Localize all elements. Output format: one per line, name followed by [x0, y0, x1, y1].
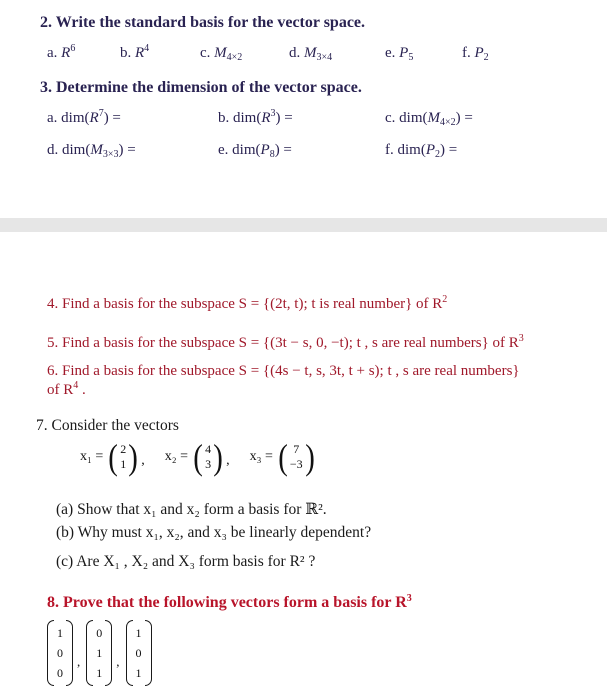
q3-item-c: c. $dim(M_{4\times 2})$ = [385, 110, 473, 128]
vector-entry: 3 [205, 457, 212, 471]
q2-option-e: e. $P_5$ [385, 45, 414, 63]
item-label: f. [385, 142, 398, 158]
vector-name: x₁ = [80, 449, 104, 464]
q7-vector-2: x₂ = ( 4 3 ) , [164, 437, 230, 477]
q2-option-d: d. $M_{3\times 4}$ [289, 45, 333, 63]
q8-vector-1: 1 0 0 , [47, 620, 86, 686]
item-label: e. [218, 142, 233, 158]
q2-option-c: c. $M_{4\times 2}$ [200, 45, 243, 63]
vector-entry: 1 [96, 666, 103, 680]
q2-option-b: b. $R^4$ [120, 43, 150, 61]
q8-heading: 8. Prove that the following vectors form a basis for $R^3$ [47, 593, 412, 611]
vector-entry: 4 [205, 442, 212, 456]
item-label: d. [47, 142, 62, 158]
vector-entry: 1 [135, 626, 142, 640]
item-label: d. [289, 45, 304, 61]
top-panel [0, 0, 607, 218]
q3-item-a: a. $dim(R^7)$ = [47, 108, 121, 126]
vector-entry: 7 [293, 442, 300, 456]
q7-part-b: (b) Why must x₁, x₂, and x₃ be linearly dependent? [56, 524, 372, 541]
bottom-panel [0, 232, 607, 700]
vector-entry: 1 [57, 626, 63, 640]
item-label: c. [385, 110, 400, 126]
vector-entry: 0 [57, 646, 63, 660]
vector-entry: −3 [289, 457, 303, 471]
item-label: a. [47, 110, 62, 126]
item-label: a. [47, 45, 62, 61]
q7-vectors [80, 439, 316, 475]
q8-vector-2: 0 1 1 , [86, 620, 125, 686]
q6-line2: of $R^4$ . [47, 380, 86, 398]
q3-item-b: b. $dim(R^3)$ = [218, 108, 293, 126]
q3-heading: 3. Determine the dimension of the vector space. [40, 79, 362, 96]
q8-vectors [47, 620, 152, 686]
q7-part-c: (c) Are X₁ , X₂ and X₃ form basis for R² ? [56, 553, 316, 570]
vector-entry: 1 [135, 666, 142, 680]
vector-name: x₃ = [249, 449, 273, 464]
item-label: b. [218, 110, 233, 126]
q6-line1: 6. Find a basis for the subspace S = {(4s − t, s, 3t, t + s); t , s are real numbers} [47, 363, 520, 379]
q2-heading: 2. Write the standard basis for the vector space. [40, 14, 366, 31]
vector-entry: 0 [96, 626, 103, 640]
vector-entry: 1 [96, 646, 103, 660]
q7-vector-1: x₁ = ( 2 1 ) , [80, 437, 145, 477]
q5-text: 5. Find a basis for the subspace S = {(3t − s, 0, −t); t , s are real numbers} of $R^3$ [47, 333, 524, 351]
item-label: c. [200, 45, 215, 61]
q3-item-e: e. $dim(P_8)$ = [218, 142, 292, 160]
q2-option-a: a. $R^6$ [47, 43, 76, 61]
q7-heading: 7. Consider the vectors [36, 417, 179, 434]
vector-entry: 0 [57, 666, 63, 680]
item-label: b. [120, 45, 135, 61]
item-label: e. [385, 45, 400, 61]
item-label: f. [462, 45, 475, 61]
vector-entry: 1 [120, 457, 127, 471]
q3-item-f: f. $dim(P_2)$ = [385, 142, 458, 160]
vector-entry: 2 [120, 442, 127, 456]
vector-entry: 0 [135, 646, 142, 660]
q4-text: 4. Find a basis for the subspace S = {(2t, t); t is real number} of $R^2$ [47, 294, 448, 312]
q3-item-d: d. $dim(M_{3\times 3})$ = [47, 142, 136, 160]
q7-vector-3: x₃ = ( 7 −3 ) [249, 437, 315, 477]
q7-part-a: (a) Show that x₁ and x₂ form a basis for ℝ². [56, 501, 327, 518]
q2-option-f: f. $P_2$ [462, 45, 489, 63]
q8-vector-3 [126, 620, 152, 686]
vector-name: x₂ = [164, 449, 189, 464]
